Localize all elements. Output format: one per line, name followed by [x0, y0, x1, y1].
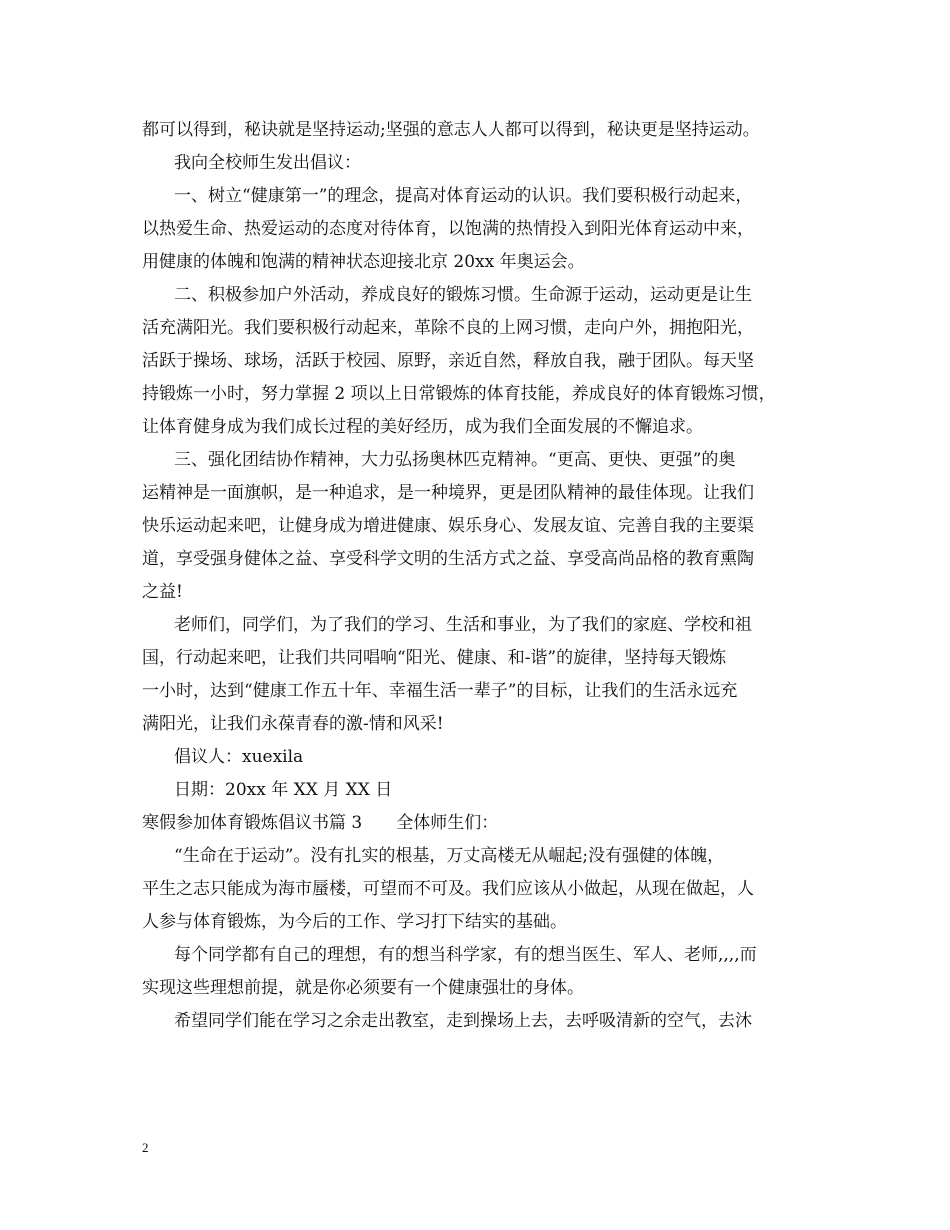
text-line: 运精神是一面旗帜，是一种追求，是一种境界，更是团队精神的最佳体现。让我们: [142, 483, 754, 503]
text-line: 寒假参加体育锻炼倡议书篇 3 全体师生们：: [142, 813, 499, 833]
text-line: 平生之志只能成为海市蜃楼，可望而不可及。我们应该从小做起，从现在做起，人: [142, 879, 754, 899]
text-line: 我向全校师生发出倡议：: [174, 153, 361, 173]
text-line: 之益!: [142, 582, 183, 602]
text-line: 日期：20xx 年 XX 月 XX 日: [174, 780, 393, 800]
text-line: 二、积极参加户外活动，养成良好的锻炼习惯。生命源于运动，运动更是让生: [174, 285, 752, 305]
text-line: 快乐运动起来吧，让健身成为增进健康、娱乐身心、发展友谊、完善自我的主要渠: [142, 516, 754, 536]
text-line: 希望同学们能在学习之余走出教室，走到操场上去，去呼吸清新的空气，去沐: [174, 1011, 752, 1031]
text-line: 持锻炼一小时，努力掌握 2 项以上日常锻炼的体育技能，养成良好的体育锻炼习惯，: [142, 384, 776, 404]
document-body: [142, 114, 832, 1038]
text-line: 满阳光，让我们永葆青春的激-情和风采!: [142, 714, 444, 734]
text-line: 让体育健身成为我们成长过程的美好经历，成为我们全面发展的不懈追求。: [142, 417, 703, 437]
text-line: 实现这些理想前提，就是你必须要有一个健康强壮的身体。: [142, 978, 584, 998]
text-line: 每个同学都有自己的理想，有的想当科学家，有的想当医生、军人、老师,,,,而: [174, 945, 757, 965]
text-line: 用健康的体魄和饱满的精神状态迎接北京 20xx 年奥运会。: [142, 252, 585, 272]
text-line: 道，享受强身健体之益、享受科学文明的生活方式之益、享受高尚品格的教育熏陶: [142, 549, 754, 569]
text-line: 一小时，达到“健康工作五十年、幸福生活一辈子”的目标，让我们的生活永远充: [142, 681, 738, 701]
text-line: 一、树立“健康第一”的理念，提高对体育运动的认识。我们要积极行动起来，: [174, 186, 753, 206]
text-line: 老师们，同学们，为了我们的学习、生活和事业，为了我们的家庭、学校和祖: [174, 615, 752, 635]
text-line: 都可以得到，秘诀就是坚持运动;坚强的意志人人都可以得到，秘诀更是坚持运动。: [142, 120, 760, 140]
text-line: 人参与体育锻炼，为今后的工作、学习打下结实的基础。: [142, 912, 567, 932]
text-line: 三、强化团结协作精神，大力弘扬奥林匹克精神。“更高、更快、更强”的奥: [174, 450, 736, 470]
text-line: 活充满阳光。我们要积极行动起来，革除不良的上网习惯，走向户外，拥抱阳光，: [142, 318, 754, 338]
page-number: 2: [142, 1140, 149, 1155]
text-line: 以热爱生命、热爱运动的态度对待体育，以饱满的热情投入到阳光体育运动中来，: [142, 219, 754, 239]
text-line: 国，行动起来吧，让我们共同唱响“阳光、健康、和-谐”的旋律，坚持每天锻炼: [142, 648, 727, 668]
text-line: 倡议人：xuexila: [174, 747, 304, 767]
text-line: 活跃于操场、球场，活跃于校园、原野，亲近自然，释放自我，融于团队。每天坚: [142, 351, 754, 371]
text-line: “生命在于运动”。没有扎实的根基，万丈高楼无从崛起;没有强健的体魄，: [174, 846, 725, 866]
